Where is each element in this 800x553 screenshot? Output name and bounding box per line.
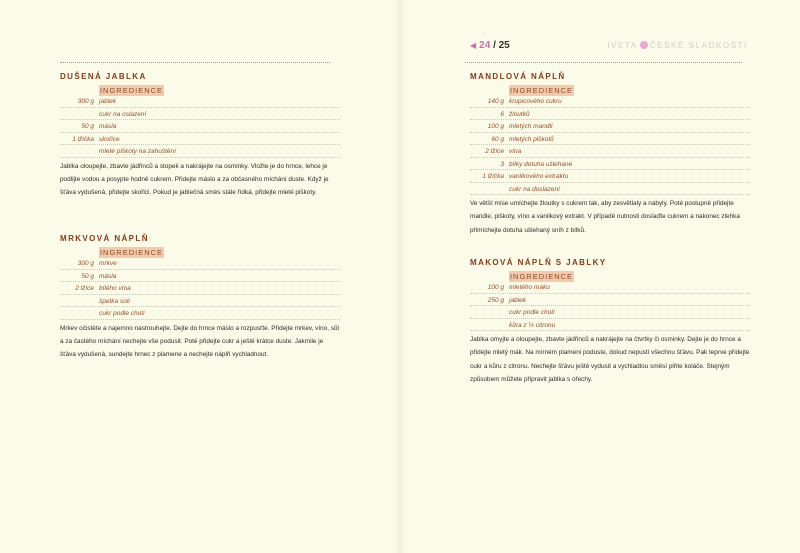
ingredient-row: [470, 134, 750, 147]
recipe-instructions: Mrkev očistěte a najemno nastrouhejte. Dejte do hrnce máslo a rozpusťte. Přidejte mrkev, víno, sůl a za častého míchání nechejte vše podusit. Poté přidejte cukr a ještě krátce duste. Jakmile je šťáva vydušená, sundejte hrnec z plamene a nechejte náplň vychladnout.: [60, 324, 339, 359]
ingredient-row: [470, 96, 750, 109]
ingredient-name: cukr na oslazení: [99, 110, 147, 118]
book-brand: [607, 41, 748, 50]
ingredient-name: bílého vína: [99, 285, 131, 292]
ingredient-row: [470, 307, 750, 320]
ingredient-list: [60, 258, 340, 321]
recipe-title: DUŠENÁ JABLKA: [60, 72, 147, 81]
ingredient-list: [60, 96, 340, 159]
ingredient-qty: 6: [500, 110, 504, 118]
brand-dot-icon: [640, 41, 648, 49]
ingredient-name: vína: [509, 148, 522, 155]
ingredient-name: krupicového cukru: [509, 98, 562, 105]
ingredient-name: žloutků: [509, 110, 530, 118]
top-divider: [465, 62, 742, 63]
ingredient-name: másla: [99, 272, 117, 280]
ingredient-name: mletého máku: [509, 284, 550, 291]
ingredient-qty: 250 g: [487, 296, 504, 304]
ingredient-row: [60, 134, 340, 147]
ingredient-name: mleté piškoty na zahuštění: [99, 148, 176, 155]
ingredient-name: vanilkového extraktu: [509, 173, 569, 180]
ingredient-row: [60, 109, 340, 122]
ingredient-name: másla: [99, 123, 117, 130]
ingredient-row: [470, 121, 750, 134]
ingredient-name: mletých mandlí: [509, 123, 553, 130]
ingredients-label: INGREDIENCE: [509, 272, 574, 281]
ingredient-row: [60, 146, 340, 159]
brand-author: IVETA: [607, 41, 638, 50]
page-indicator: [470, 40, 510, 51]
ingredient-name: cukr na doslazení: [509, 185, 560, 193]
brand-title: ČESKÉ SLADKOSTI: [649, 41, 748, 50]
ingredient-row: [60, 121, 340, 134]
ingredient-qty: 3: [500, 160, 504, 168]
ingredient-row: [470, 295, 750, 308]
recipe-instructions: Ve větší míse umíchejte žloutky s cukrem tak, aby zesvětlaly a nabyly. Poté postupně přidejte mandle, piškoty, víno a vanilkový extrakt. V případě nutnosti doslaďte cukrem a nakonec zlehka přimíchejte dotuha ušlehaný sníh z bílků.: [470, 200, 740, 234]
current-page-number: 24: [479, 40, 491, 51]
recipe-mrkvova-napln: [60, 233, 340, 362]
ingredient-row: [60, 296, 340, 309]
ingredient-row: [470, 171, 750, 184]
ingredient-row: [470, 282, 750, 295]
total-pages: 25: [498, 40, 510, 51]
ingredients-label: INGREDIENCE: [99, 248, 164, 257]
ingredient-name: mrkve: [99, 260, 117, 267]
recipe-instructions: Jablka oloupejte, zbavte jádřinců a stopek a nakrájejte na osminky. Vložte je do hrnce, lehce je podlijte vodou a posypte hodně cukrem. Přidejte máslo a za občasného míchání duste. Když je šťáva vydušená, přidejte skořici. Pokud je jablečná směs stále řídká, přidejte mleté piškoty.: [60, 162, 329, 197]
ingredient-name: jablek: [509, 296, 526, 304]
ingredient-qty: 100 g: [487, 123, 504, 130]
ingredient-row: [60, 96, 340, 109]
ingredient-name: cukr podle chuti: [509, 309, 555, 316]
ingredient-row: [470, 109, 750, 122]
ingredient-qty: 300 g: [77, 98, 94, 105]
ingredient-row: [470, 320, 750, 333]
ingredient-row: [470, 146, 750, 159]
ingredient-qty: 60 g: [491, 135, 504, 143]
top-divider: [60, 62, 330, 63]
ingredient-qty: 50 g: [81, 272, 94, 280]
ingredient-qty: 1 lžička: [482, 173, 504, 180]
page-separator: /: [493, 40, 496, 51]
ingredient-list: [470, 282, 750, 332]
ingredient-row: [60, 308, 340, 321]
ingredient-name: jablek: [99, 98, 116, 105]
page-header: [470, 40, 748, 54]
recipe-mandlova-napln: [470, 71, 750, 237]
ingredient-row: [60, 283, 340, 296]
ingredient-name: kůra z ½ citronu: [509, 321, 556, 329]
ingredient-qty: 100 g: [487, 284, 504, 291]
recipe-makova-napln: [470, 257, 750, 387]
ingredient-name: bílky dotuha ušlehané: [509, 160, 573, 168]
ingredients-label: INGREDIENCE: [99, 86, 164, 95]
ingredient-qty: 2 lžíce: [75, 285, 94, 292]
ingredients-label: INGREDIENCE: [509, 86, 574, 95]
ingredient-qty: 2 lžíce: [485, 148, 504, 155]
ingredient-row: [60, 271, 340, 284]
ingredient-name: skořice: [99, 135, 120, 143]
recipe-title: MRKVOVÁ NÁPLŇ: [60, 234, 149, 243]
ingredient-qty: 300 g: [77, 260, 94, 267]
ingredient-row: [60, 258, 340, 271]
recipe-dusena-jablka: [60, 71, 340, 200]
prev-page-icon[interactable]: ◀: [470, 41, 477, 50]
ingredient-row: [470, 159, 750, 172]
ingredient-name: cukr podle chuti: [99, 310, 145, 317]
recipe-title: MAKOVÁ NÁPLŇ S JABLKY: [470, 258, 607, 267]
ingredient-qty: 50 g: [81, 123, 94, 130]
recipe-instructions: Jablka omyjte a oloupejte, zbavte jádřinců a nakrájejte na čtvrtky či osminky. Dejte je do hrnce a přidejte mletý mák. Na mírném plameni poduste, dokud nepustí všechnu šťávu. Pak teprve přidejte cukr a kůru z citronu. Nechejte šťávu ještě vydusit a vychladlou směsí plňte koláče. Stejným způsobem můžete připravit jablka s ořechy.: [470, 336, 750, 384]
ingredient-qty: 1 lžička: [72, 135, 94, 143]
ingredient-name: mletých piškotů: [509, 135, 554, 143]
ingredient-name: špetka soli: [99, 297, 130, 305]
left-page: [0, 0, 395, 553]
right-page: [405, 0, 800, 553]
ingredient-list: [470, 96, 750, 196]
ingredient-row: [470, 184, 750, 197]
ingredient-qty: 140 g: [487, 98, 504, 105]
recipe-title: MANDLOVÁ NÁPLŇ: [470, 72, 566, 81]
